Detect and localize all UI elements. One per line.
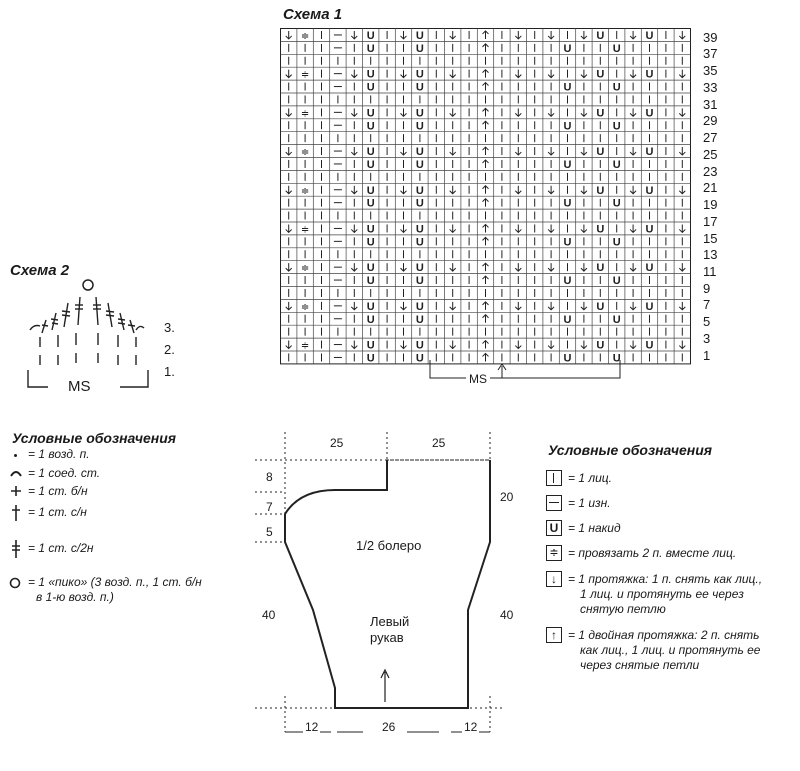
row-number: 27 [703, 130, 718, 145]
k2tog-stitch: ≑ [300, 301, 310, 313]
yarn-over-stitch: U [366, 158, 375, 171]
sleeve-label-1: Левый [370, 614, 410, 629]
row-number: 19 [703, 197, 718, 212]
yarn-over-stitch: U [415, 313, 424, 326]
yarn-over-stitch: U [366, 197, 375, 210]
yarn-over-stitch: U [612, 81, 621, 94]
dimension-label: 40 [262, 608, 276, 622]
legend-text: = 1 изн. [568, 496, 611, 510]
yarn-over-stitch: U [612, 158, 621, 171]
yarn-over-stitch: U [563, 81, 572, 94]
row-number: 23 [703, 164, 718, 179]
yarn-over-stitch: U [645, 29, 654, 42]
yarn-over-stitch: U [612, 120, 621, 133]
yarn-over-icon: U [546, 520, 562, 536]
row-number: 39 [703, 30, 718, 45]
k2tog-stitch: ≑ [300, 69, 310, 81]
legend-text: = 1 ст. с/н [28, 505, 87, 519]
yarn-over-stitch: U [612, 352, 621, 365]
legend-text: как лиц., 1 лиц. и протянуть ее [580, 643, 761, 657]
k2tog-stitch: ≑ [300, 30, 310, 42]
yarn-over-stitch: U [563, 236, 572, 249]
dimension-label: 5 [266, 525, 273, 539]
yarn-over-stitch: U [366, 300, 375, 313]
legend-text: через снятые петли [580, 658, 700, 672]
dimension-label: 8 [266, 470, 273, 484]
k2tog-stitch: ≑ [300, 108, 310, 120]
dimension-label: 7 [266, 500, 273, 514]
legend-text: = 1 протяжка: 1 п. снять как лиц., [568, 572, 763, 586]
yarn-over-stitch: U [366, 29, 375, 42]
scheme2-row-label: 3. [164, 320, 175, 335]
legend-text: = 1 ст. б/н [28, 484, 88, 498]
yarn-over-stitch: U [645, 339, 654, 352]
yarn-over-stitch: U [596, 300, 605, 313]
yarn-over-stitch: U [645, 300, 654, 313]
k2tog-stitch: ≑ [300, 147, 310, 159]
yarn-over-stitch: U [415, 146, 424, 159]
yarn-over-stitch: U [612, 197, 621, 210]
yarn-over-stitch: U [415, 42, 424, 55]
yarn-over-stitch: U [415, 81, 424, 94]
double-slip-up-icon: ↑ [546, 627, 562, 643]
yarn-over-stitch: U [415, 107, 424, 120]
yarn-over-stitch: U [415, 29, 424, 42]
scheme2-row-label: 2. [164, 342, 175, 357]
picot-icon [9, 577, 21, 589]
yarn-over-stitch: U [563, 313, 572, 326]
yarn-over-stitch: U [366, 184, 375, 197]
yarn-over-stitch: U [415, 68, 424, 81]
scheme1-title: Схема 1 [283, 6, 343, 23]
yarn-over-stitch: U [563, 42, 572, 55]
yarn-over-stitch: U [612, 236, 621, 249]
yarn-over-stitch: U [563, 197, 572, 210]
yarn-over-stitch: U [596, 29, 605, 42]
bolero-label: 1/2 болеро [356, 538, 422, 553]
yarn-over-stitch: U [415, 197, 424, 210]
sleeve-label-2: рукав [370, 630, 404, 645]
yarn-over-stitch: U [415, 300, 424, 313]
yarn-over-stitch: U [366, 275, 375, 288]
yarn-over-stitch: U [366, 313, 375, 326]
dimension-label: 20 [500, 490, 514, 504]
legend-text: 1 лиц. и протянуть ее через [580, 587, 744, 601]
yarn-over-stitch: U [563, 352, 572, 365]
yarn-over-stitch: U [596, 262, 605, 275]
legend-text: снятую петлю [580, 602, 666, 616]
row-number: 35 [703, 63, 718, 78]
row-number: 21 [703, 180, 718, 195]
row-number: 11 [703, 264, 717, 279]
legend-text: = провязать 2 п. вместе лиц. [568, 546, 737, 560]
legend-text: = 1 соед. ст. [28, 466, 101, 480]
yarn-over-stitch: U [366, 107, 375, 120]
scheme2-ms-label: MS [68, 378, 91, 395]
dimension-label: 12 [464, 720, 478, 734]
legend-text: = 1 возд. п. [28, 447, 90, 461]
dimension-label: 40 [500, 608, 514, 622]
yarn-over-stitch: U [596, 184, 605, 197]
yarn-over-stitch: U [415, 158, 424, 171]
knit-icon [546, 470, 562, 486]
yarn-over-stitch: U [645, 184, 654, 197]
row-number: 31 [703, 97, 718, 112]
dimension-label: 25 [330, 436, 344, 450]
yarn-over-stitch: U [596, 146, 605, 159]
scheme2-diagram [18, 275, 178, 400]
yarn-over-stitch: U [415, 223, 424, 236]
legend-text: = 1 ст. с/2н [28, 541, 94, 555]
arc-icon [10, 469, 22, 477]
row-number: 9 [703, 281, 711, 296]
legend-text: = 1 «пико» (3 возд. п., 1 ст. б/н [28, 575, 202, 589]
yarn-over-stitch: U [596, 68, 605, 81]
yarn-over-stitch: U [645, 262, 654, 275]
row-number: 17 [703, 214, 718, 229]
dimension-label: 25 [432, 436, 446, 450]
k2tog-stitch: ≑ [300, 263, 310, 275]
yarn-over-stitch: U [366, 352, 375, 365]
yarn-over-stitch: U [366, 262, 375, 275]
plus-icon [10, 485, 22, 497]
dimension-label: 26 [382, 720, 396, 734]
row-number: 13 [703, 247, 718, 262]
legend-text: = 1 двойная протяжка: 2 п. снять [568, 628, 760, 642]
left-legend-title: Условные обозначения [12, 430, 177, 446]
row-number: 5 [703, 314, 711, 329]
slip-down-icon: ↓ [546, 571, 562, 587]
row-number: 7 [703, 297, 711, 312]
yarn-over-stitch: U [366, 120, 375, 133]
dot-icon [14, 454, 17, 457]
row-number: 25 [703, 147, 718, 162]
yarn-over-stitch: U [645, 107, 654, 120]
k2tog-stitch: ≑ [300, 185, 310, 197]
scheme1-ms-bracket [420, 360, 640, 390]
row-number: 37 [703, 46, 718, 61]
legend-text: = 1 лиц. [568, 471, 612, 485]
yarn-over-stitch: U [563, 275, 572, 288]
yarn-over-stitch: U [596, 339, 605, 352]
yarn-over-stitch: U [563, 120, 572, 133]
yarn-over-stitch: U [645, 223, 654, 236]
row-number: 15 [703, 231, 718, 246]
k2tog-stitch: ≑ [300, 340, 310, 352]
yarn-over-stitch: U [645, 68, 654, 81]
yarn-over-stitch: U [596, 223, 605, 236]
row-number: 33 [703, 80, 718, 95]
yarn-over-stitch: U [366, 146, 375, 159]
yarn-over-stitch: U [612, 275, 621, 288]
yarn-over-stitch: U [415, 339, 424, 352]
k2tog-stitch: ≑ [300, 224, 310, 236]
dimension-label: 12 [305, 720, 319, 734]
yarn-over-stitch: U [415, 275, 424, 288]
right-legend-title: Условные обозначения [548, 442, 713, 458]
scheme1-grid [280, 28, 700, 380]
dagger-icon [10, 504, 22, 522]
row-number: 29 [703, 113, 718, 128]
yarn-over-stitch: U [415, 352, 424, 365]
yarn-over-stitch: U [366, 68, 375, 81]
row-number: 1 [703, 348, 711, 363]
double-cross-icon [10, 539, 22, 559]
row-number: 3 [703, 331, 711, 346]
yarn-over-stitch: U [366, 42, 375, 55]
yarn-over-stitch: U [366, 81, 375, 94]
yarn-over-stitch: U [415, 184, 424, 197]
yarn-over-stitch: U [415, 120, 424, 133]
k2tog-icon: ≑ [546, 545, 562, 561]
legend-text: = 1 накид [568, 521, 621, 535]
scheme2-row-label: 1. [164, 364, 175, 379]
yarn-over-stitch: U [415, 236, 424, 249]
legend-text: в 1-ю возд. п.) [36, 590, 114, 604]
yarn-over-stitch: U [612, 313, 621, 326]
scheme2-title: Схема 2 [10, 262, 70, 279]
yarn-over-stitch: U [563, 158, 572, 171]
yarn-over-stitch: U [645, 146, 654, 159]
bolero-pattern [255, 432, 505, 752]
scheme1-ms-label: MS [466, 372, 490, 386]
yarn-over-stitch: U [366, 236, 375, 249]
yarn-over-stitch: U [596, 107, 605, 120]
purl-icon [546, 495, 562, 511]
yarn-over-stitch: U [415, 262, 424, 275]
yarn-over-stitch: U [366, 223, 375, 236]
yarn-over-stitch: U [366, 339, 375, 352]
yarn-over-stitch: U [612, 42, 621, 55]
